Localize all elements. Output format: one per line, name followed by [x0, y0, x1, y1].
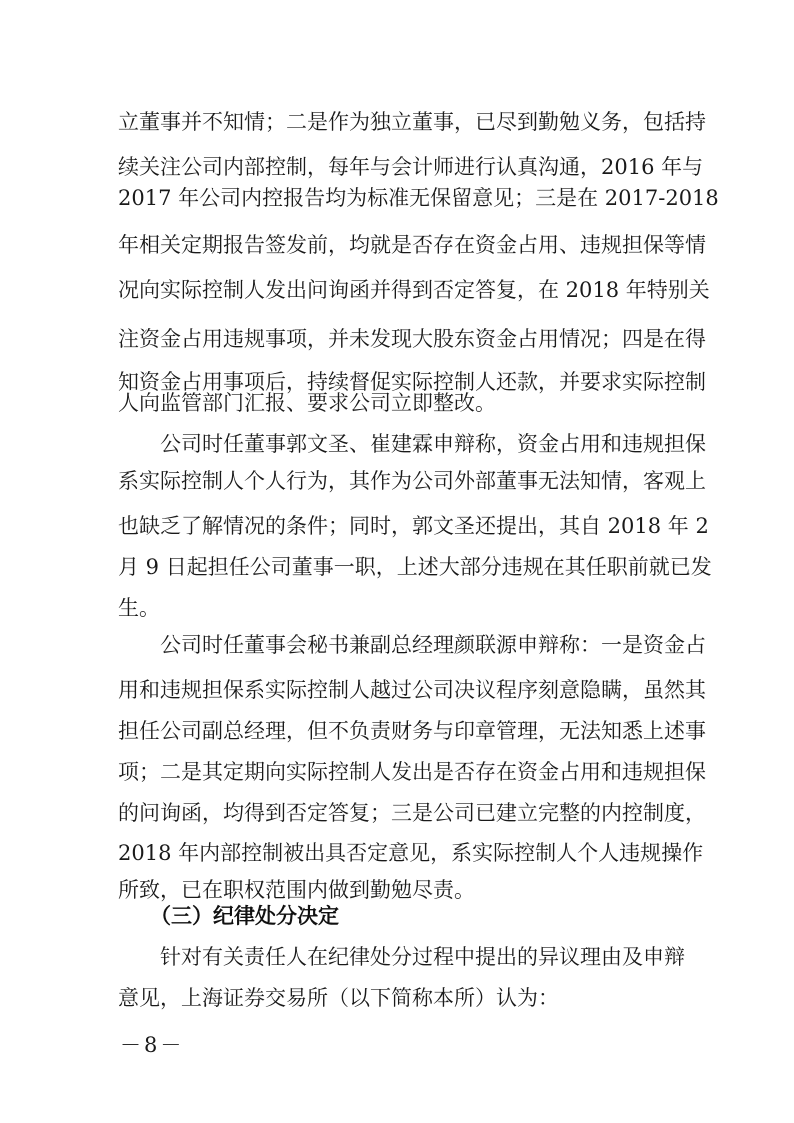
text-line: 所致，已在职权范围内做到勤勉尽责。	[118, 878, 475, 902]
text-line: 针对有关责任人在纪律处分过程中提出的异议理由及申辩	[160, 945, 685, 969]
section-heading: （三）纪律处分决定	[150, 904, 339, 928]
text-line: 月 9 日起担任公司董事一职，上述大部分违规在其任职前就已发	[118, 555, 712, 579]
text-line: 续关注公司内部控制，每年与会计师进行认真沟通，2016 年与	[118, 155, 704, 179]
text-line: 用和违规担保系实际控制人越过公司决议程序刻意隐瞒，虽然其	[118, 678, 706, 702]
text-line: 立董事并不知情；二是作为独立董事，已尽到勤勉义务，包括持	[118, 110, 706, 134]
text-line: 的问询函，均得到否定答复；三是公司已建立完整的内控制度，	[118, 801, 706, 825]
text-line: 公司时任董事会秘书兼副总经理颜联源申辩称：一是资金占	[160, 633, 706, 657]
text-line: 担任公司副总经理，但不负责财务与印章管理，无法知悉上述事	[118, 719, 706, 743]
text-line: 人向监管部门汇报、要求公司立即整改。	[118, 391, 496, 415]
text-line: 公司时任董事郭文圣、崔建霖申辩称，资金占用和违规担保	[160, 432, 706, 456]
page-number: －8－	[120, 1033, 185, 1057]
text-line: 况向实际控制人发出问询函并得到否定答复，在 2018 年特别关	[118, 278, 710, 302]
text-line: 生。	[118, 596, 160, 620]
text-line: 意见，上海证券交易所（以下简称本所）认为：	[118, 986, 559, 1010]
text-line: 也缺乏了解情况的条件；同时，郭文圣还提出，其自 2018 年 2	[118, 514, 709, 538]
text-line: 年相关定期报告签发前，均就是否存在资金占用、违规担保等情	[118, 233, 706, 257]
text-line: 注资金占用违规事项，并未发现大股东资金占用情况；四是在得	[118, 327, 706, 351]
text-line: 项；二是其定期向实际控制人发出是否存在资金占用和违规担保	[118, 760, 706, 784]
text-line: 2018 年内部控制被出具否定意见，系实际控制人个人违规操作	[118, 841, 704, 865]
text-line: 2017 年公司内控报告均为标准无保留意见；三是在 2017-2018	[118, 186, 719, 210]
text-line: 知资金占用事项后，持续督促实际控制人还款，并要求实际控制	[118, 370, 706, 394]
text-line: 系实际控制人个人行为，其作为公司外部董事无法知情，客观上	[118, 469, 706, 493]
